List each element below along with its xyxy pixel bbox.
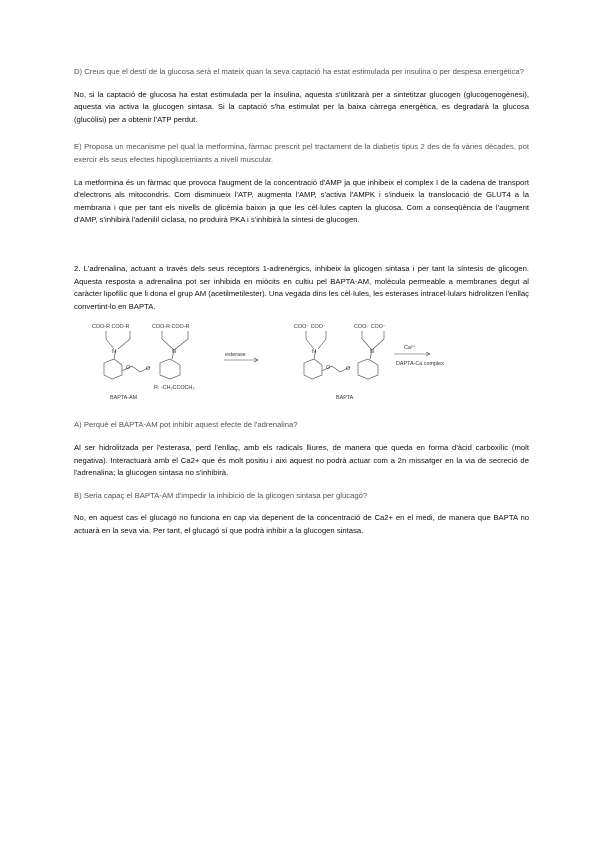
bapta-am-oxygen-left: O <box>126 365 131 372</box>
question-d: D) Creus que el destí de la glucosa serà el mateix quan la seva captació ha estat estimulada per insulina o per despesa energètica? <box>74 67 524 76</box>
bapta-am-nitrogen-left: N <box>112 349 116 356</box>
bapta-groups-left: COO⁻ COO⁻ <box>294 324 326 331</box>
bapta-groups-right: COO⁻ COO⁻ <box>354 324 386 331</box>
bapta-scheme-figure <box>74 319 529 411</box>
document-page <box>74 66 529 537</box>
question-a: A) Perquè el BAPTA-AM pot inhibir aquest efecte de l'adrenalina? <box>74 420 298 430</box>
bapta-nitrogen-left: N <box>312 349 316 356</box>
r-group-definition: R: -CH₂CCOCH₃ <box>154 385 195 392</box>
bapta-reaction-scheme <box>74 319 529 411</box>
bapta-am-nitrogen-right: N <box>172 349 176 356</box>
bapta-oxygen-right: O <box>346 366 351 373</box>
bapta-am-label: BAPTA-AM <box>110 395 138 402</box>
bapta-am-groups-left: COO-R COO-R <box>92 324 130 331</box>
calcium-label: Ca²⁺ <box>404 345 416 352</box>
answer-e: La metformina és un fàrmac que provoca l'augment de la concentració d'AMP ja que inhibeix el complex I de la cadena de transport d'electrons als mitocondris. Com disminueix l'ATP, augmenta l'AMP, s'activa l'AMPK i s'indueix la translocació de GLUT4 a la membrana i que per tant els nivells de glicèmia baixin ja que les cèl·lules capten la glucosa. Com a conseqüència de l'augment d'AMP, s'inhibirà l'adenilil ciclasa, no produirà PKA i s'inhibirà la síntesi de glucogen. <box>74 177 529 225</box>
bapta-structure <box>304 331 384 379</box>
bapta-ca-complex-label: DAPTA-Ca complex <box>396 361 444 368</box>
part2-intro: 2. L'adrenalina, actuant a través dels seus receptors 1-adrenèrgics, inhibeix la glicogen sintasa i per tant la síntesis de glicogen. Aquesta resposta a adrenalina pot ser inhibida en miòcits en cultiu pel BAPTA-AM, molècula permeable a membranes degut al caràcter lipofílic que li dona el grup AM (acetilmetilester). Una vegada dins les cèl·lules, les esterases intracel·lulars hidrolitzen l'enllaç convertint-lo en BAPTA. <box>74 263 529 311</box>
bapta-oxygen-left: O <box>326 365 331 372</box>
bapta-am-groups-right: COO-R COO-R <box>152 324 190 331</box>
bapta-am-oxygen-right: O <box>146 366 151 373</box>
question-b: B) Seria capaç el BAPTA-AM d'impedir la inhibició de la glicogen sintasa per glucagó? <box>74 490 368 500</box>
bapta-label: BAPTA <box>336 395 354 402</box>
answer-a: Al ser hidrolitzada per l'esterasa, perd l'enllaç, amb els radicals lliures, de manera que queda en forma d'àcid carboxílic (molt negativa). Interactuarà amb el Ca2+ que és molt positiu i aixi aquest no podrà actuar com a 2n missatger en la via de secreció de l'adrenalina; la glucogen sintasa no s'inhibirà. <box>74 442 529 478</box>
answer-b: No, en aquest cas el glucagó no funciona en cap via depenent de la concentració de Ca2+ en el medi, de manera que BAPTA no actuarà en la seva via. Per tant, el glucagó sí que podrà inhibir a la glucogen sintasa. <box>74 513 529 535</box>
bapta-nitrogen-right: N <box>370 349 374 356</box>
answer-d: No, si la captació de glucosa ha estat estimulada per la insulina, aquesta s'utilitzarà per a sintetitzar glucogen (glucogenogènesi), aquesta via activa la glucogen sintasa. Si la captació s'ha estimulat per la baixa càrrega energètica, es degradarà la glucosa (glucòlisi) per a obtenir l'ATP perdut. <box>74 89 529 124</box>
question-e: E) Proposa un mecanisme pel qual la metformina, fàrmac prescrit pel tractament de la diabetis tipus 2 des de fa vàries dècades, pot exercir els seus efectes hipoglucemiants a nivell muscular. <box>74 142 529 164</box>
enzyme-label: esterase <box>225 352 246 359</box>
